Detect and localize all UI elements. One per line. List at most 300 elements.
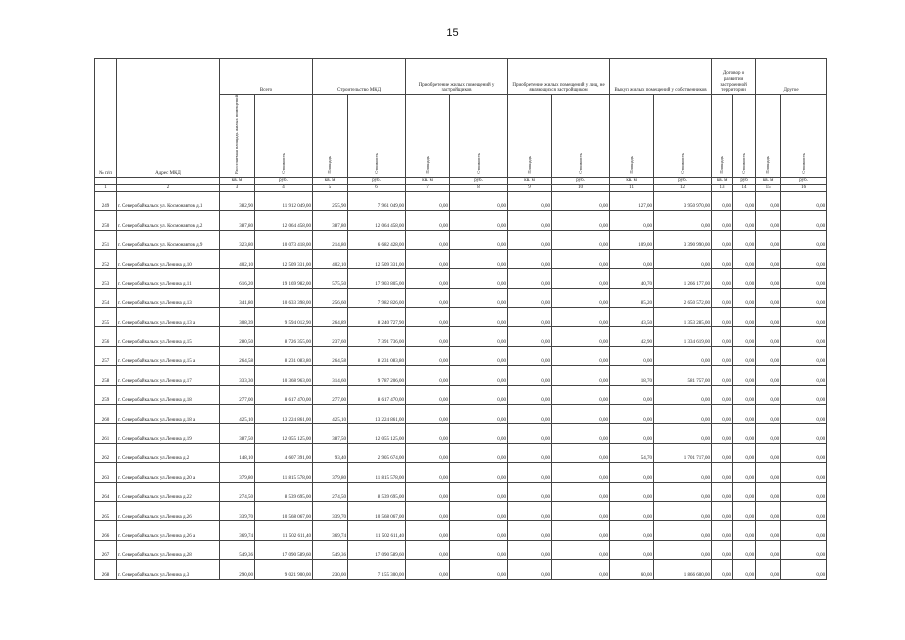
total-cost-cell: 8 726 355,00 (255, 327, 313, 346)
nondev-cost-cell: 0,00 (552, 443, 610, 462)
total-cost-cell: 11 815 578,00 (255, 463, 313, 482)
row-number: 252 (95, 249, 117, 268)
unit-cell: руб. (781, 177, 827, 184)
territory-area-cell: 0,00 (712, 288, 733, 307)
construction-area-cell: 230,00 (313, 560, 348, 579)
dev-area-cell: 0,00 (406, 327, 450, 346)
nondev-cost-cell: 0,00 (552, 327, 610, 346)
dev-cost-cell: 0,00 (450, 230, 508, 249)
header-address: Адрес МКД (117, 59, 220, 178)
construction-cost-cell: 8 539 695,00 (348, 482, 406, 501)
subheader-total-cost: Стоимость (255, 95, 313, 178)
total-area-cell: 277,00 (220, 385, 255, 404)
row-number: 259 (95, 385, 117, 404)
table-row (95, 560, 827, 579)
total-area-cell: 308,39 (220, 308, 255, 327)
construction-area-cell: 237,60 (313, 327, 348, 346)
address-cell: г. Северобайкальск ул. Космонавтов д.1 (117, 191, 220, 210)
territory-cost-cell: 0,00 (733, 327, 756, 346)
buyout-area-cell: 18,70 (610, 366, 654, 385)
dev-cost-cell: 0,00 (450, 501, 508, 520)
dev-area-cell: 0,00 (406, 269, 450, 288)
dev-cost-cell: 0,00 (450, 346, 508, 365)
buyout-area-cell: 127,00 (610, 191, 654, 210)
nondev-area-cell: 0,00 (508, 424, 552, 443)
other-cost-cell: 0,00 (781, 385, 827, 404)
column-number: 8 (450, 184, 508, 191)
dev-area-cell: 0,00 (406, 443, 450, 462)
dev-cost-cell: 0,00 (450, 540, 508, 559)
table-row (95, 521, 827, 540)
construction-cost-cell: 9 787 206,00 (348, 366, 406, 385)
buyout-cost-cell: 3 950 970,00 (654, 191, 712, 210)
subheader-nondev-cost: Стоимость (552, 95, 610, 178)
construction-area-cell: 255,90 (313, 191, 348, 210)
unit-cell: руб. (552, 177, 610, 184)
header-acquire-developers: Приобретение жилых помещений у застройщиков (406, 59, 508, 95)
subheader-nondev-area: Площадь (508, 95, 552, 178)
nondev-cost-cell: 0,00 (552, 521, 610, 540)
buyout-area-cell: 109,00 (610, 230, 654, 249)
total-cost-cell: 8 617 470,00 (255, 385, 313, 404)
territory-cost-cell: 0,00 (733, 346, 756, 365)
territory-area-cell: 0,00 (712, 249, 733, 268)
dev-cost-cell: 0,00 (450, 405, 508, 424)
nondev-cost-cell: 0,00 (552, 385, 610, 404)
construction-area-cell: 264,89 (313, 308, 348, 327)
other-cost-cell: 0,00 (781, 424, 827, 443)
dev-area-cell: 0,00 (406, 366, 450, 385)
subheader-dev-area: Площадь (406, 95, 450, 178)
row-number: 262 (95, 443, 117, 462)
dev-cost-cell: 0,00 (450, 482, 508, 501)
total-area-cell: 290,00 (220, 560, 255, 579)
column-number: 1 (95, 184, 117, 191)
dev-cost-cell: 0,00 (450, 269, 508, 288)
buyout-cost-cell: 1 334 619,00 (654, 327, 712, 346)
construction-cost-cell: 10 568 067,00 (348, 501, 406, 520)
buyout-cost-cell: 0,00 (654, 211, 712, 230)
nondev-cost-cell: 0,00 (552, 191, 610, 210)
territory-area-cell: 0,00 (712, 366, 733, 385)
unit-cell: руб. (255, 177, 313, 184)
total-area-cell: 148,10 (220, 443, 255, 462)
page-number: 15 (446, 27, 459, 39)
total-area-cell: 369,74 (220, 521, 255, 540)
other-cost-cell: 0,00 (781, 560, 827, 579)
row-number: 251 (95, 230, 117, 249)
territory-cost-cell: 0,00 (733, 405, 756, 424)
nondev-cost-cell: 0,00 (552, 463, 610, 482)
row-number: 268 (95, 560, 117, 579)
address-cell: г. Северобайкальск ул. Космонавтов д.2 (117, 211, 220, 230)
territory-cost-cell: 0,00 (733, 540, 756, 559)
other-area-cell: 0,00 (756, 366, 781, 385)
address-cell: г. Северобайкальск ул.Ленина д.20 а (117, 463, 220, 482)
buyout-area-cell: 0,00 (610, 249, 654, 268)
total-area-cell: 339,70 (220, 501, 255, 520)
total-cost-cell: 17 090 589,60 (255, 540, 313, 559)
table-row (95, 191, 827, 210)
row-number: 258 (95, 366, 117, 385)
nondev-cost-cell: 0,00 (552, 560, 610, 579)
buyout-area-cell: 0,00 (610, 424, 654, 443)
buyout-area-cell: 0,00 (610, 405, 654, 424)
buyout-cost-cell: 1 701 717,00 (654, 443, 712, 462)
address-cell: г. Северобайкальск ул. Космонавтов д.9 (117, 230, 220, 249)
buyout-area-cell: 60,00 (610, 560, 654, 579)
total-area-cell: 402,10 (220, 249, 255, 268)
total-cost-cell: 13 224 861,00 (255, 405, 313, 424)
other-area-cell: 0,00 (756, 560, 781, 579)
construction-cost-cell: 8 231 083,80 (348, 346, 406, 365)
nondev-cost-cell: 0,00 (552, 308, 610, 327)
header-territory: Договор о развитии застроенной территории (712, 59, 756, 95)
table-row (95, 443, 827, 462)
territory-area-cell: 0,00 (712, 424, 733, 443)
address-cell: г. Северобайкальск ул.Ленина д.11 (117, 269, 220, 288)
other-cost-cell: 0,00 (781, 501, 827, 520)
territory-area-cell: 0,00 (712, 327, 733, 346)
other-cost-cell: 0,00 (781, 405, 827, 424)
table-row (95, 366, 827, 385)
territory-cost-cell: 0,00 (733, 288, 756, 307)
nondev-area-cell: 0,00 (508, 482, 552, 501)
dev-area-cell: 0,00 (406, 482, 450, 501)
dev-area-cell: 0,00 (406, 211, 450, 230)
buyout-cost-cell: 1 866 600,00 (654, 560, 712, 579)
buyout-cost-cell: 1 353 285,00 (654, 308, 712, 327)
territory-area-cell: 0,00 (712, 269, 733, 288)
territory-area-cell: 0,00 (712, 560, 733, 579)
buyout-area-cell: 0,00 (610, 346, 654, 365)
address-cell: г. Северобайкальск ул.Ленина д.19 (117, 424, 220, 443)
construction-area-cell: 93,40 (313, 443, 348, 462)
address-cell: г. Северобайкальск ул.Ленина д.13 а (117, 308, 220, 327)
other-cost-cell: 0,00 (781, 308, 827, 327)
address-cell: г. Северобайкальск ул.Ленина д.18 (117, 385, 220, 404)
nondev-cost-cell: 0,00 (552, 482, 610, 501)
other-cost-cell: 0,00 (781, 482, 827, 501)
row-number: 264 (95, 482, 117, 501)
territory-cost-cell: 0,00 (733, 366, 756, 385)
row-number: 266 (95, 521, 117, 540)
construction-cost-cell: 12 055 125,00 (348, 424, 406, 443)
construction-area-cell: 425,10 (313, 405, 348, 424)
other-area-cell: 0,00 (756, 521, 781, 540)
buyout-cost-cell: 581 757,00 (654, 366, 712, 385)
buyout-cost-cell: 0,00 (654, 482, 712, 501)
nondev-area-cell: 0,00 (508, 288, 552, 307)
table-row (95, 308, 827, 327)
territory-area-cell: 0,00 (712, 521, 733, 540)
buyout-cost-cell: 0,00 (654, 540, 712, 559)
buyout-area-cell: 54,70 (610, 443, 654, 462)
row-number: 267 (95, 540, 117, 559)
total-area-cell: 425,10 (220, 405, 255, 424)
column-number: 10 (552, 184, 610, 191)
dev-area-cell: 0,00 (406, 346, 450, 365)
total-cost-cell: 10 073 418,00 (255, 230, 313, 249)
construction-area-cell: 379,80 (313, 463, 348, 482)
total-area-cell: 549,36 (220, 540, 255, 559)
territory-cost-cell: 0,00 (733, 230, 756, 249)
construction-area-cell: 314,60 (313, 366, 348, 385)
dev-cost-cell: 0,00 (450, 385, 508, 404)
table-row (95, 463, 827, 482)
construction-cost-cell: 7 391 736,00 (348, 327, 406, 346)
nondev-area-cell: 0,00 (508, 366, 552, 385)
territory-cost-cell: 0,00 (733, 191, 756, 210)
buyout-cost-cell: 0,00 (654, 463, 712, 482)
buyout-area-cell: 0,00 (610, 385, 654, 404)
subheader-dev-cost: Стоимость (450, 95, 508, 178)
construction-area-cell: 256,60 (313, 288, 348, 307)
column-number: 5 (313, 184, 348, 191)
dev-area-cell: 0,00 (406, 560, 450, 579)
territory-cost-cell: 0,00 (733, 385, 756, 404)
other-area-cell: 0,00 (756, 269, 781, 288)
dev-area-cell: 0,00 (406, 521, 450, 540)
total-cost-cell: 8 231 083,80 (255, 346, 313, 365)
nondev-cost-cell: 0,00 (552, 269, 610, 288)
nondev-cost-cell: 0,00 (552, 211, 610, 230)
table-row (95, 540, 827, 559)
dev-area-cell: 0,00 (406, 249, 450, 268)
table-row (95, 346, 827, 365)
construction-area-cell: 387,50 (313, 424, 348, 443)
buyout-area-cell: 0,00 (610, 501, 654, 520)
other-area-cell: 0,00 (756, 405, 781, 424)
other-cost-cell: 0,00 (781, 366, 827, 385)
table-row (95, 230, 827, 249)
total-area-cell: 323,80 (220, 230, 255, 249)
dev-cost-cell: 0,00 (450, 443, 508, 462)
territory-cost-cell: 0,00 (733, 560, 756, 579)
dev-cost-cell: 0,00 (450, 211, 508, 230)
construction-cost-cell: 13 224 861,00 (348, 405, 406, 424)
dev-area-cell: 0,00 (406, 405, 450, 424)
buyout-area-cell: 0,00 (610, 482, 654, 501)
other-cost-cell: 0,00 (781, 211, 827, 230)
other-cost-cell: 0,00 (781, 327, 827, 346)
construction-cost-cell: 7 155 300,00 (348, 560, 406, 579)
other-area-cell: 0,00 (756, 211, 781, 230)
nondev-cost-cell: 0,00 (552, 346, 610, 365)
total-cost-cell: 10 368 963,00 (255, 366, 313, 385)
buyout-cost-cell: 0,00 (654, 249, 712, 268)
address-cell: г. Северобайкальск ул.Ленина д.2 (117, 443, 220, 462)
row-number: 260 (95, 405, 117, 424)
dev-cost-cell: 0,00 (450, 560, 508, 579)
unit-cell: руб (733, 177, 756, 184)
total-cost-cell: 9 021 900,00 (255, 560, 313, 579)
column-number: 11 (610, 184, 654, 191)
total-area-cell: 280,50 (220, 327, 255, 346)
table-row (95, 249, 827, 268)
total-cost-cell: 12 509 331,00 (255, 249, 313, 268)
row-number: 265 (95, 501, 117, 520)
total-cost-cell: 4 607 391,00 (255, 443, 313, 462)
territory-cost-cell: 0,00 (733, 269, 756, 288)
table-row (95, 405, 827, 424)
territory-area-cell: 0,00 (712, 443, 733, 462)
construction-cost-cell: 7 961 049,00 (348, 191, 406, 210)
unit-cell: кв. м (313, 177, 348, 184)
address-cell: г. Северобайкальск ул.Ленина д.13 (117, 288, 220, 307)
dev-area-cell: 0,00 (406, 308, 450, 327)
territory-area-cell: 0,00 (712, 308, 733, 327)
units-empty (117, 177, 220, 184)
subheader-other-cost: Стоимость (781, 95, 827, 178)
construction-cost-cell: 17 903 805,00 (348, 269, 406, 288)
buyout-area-cell: 40,70 (610, 269, 654, 288)
row-number: 263 (95, 463, 117, 482)
other-cost-cell: 0,00 (781, 269, 827, 288)
construction-area-cell: 339,70 (313, 501, 348, 520)
dev-area-cell: 0,00 (406, 230, 450, 249)
territory-cost-cell: 0,00 (733, 501, 756, 520)
column-number: 15 (756, 184, 781, 191)
territory-area-cell: 0,00 (712, 385, 733, 404)
territory-area-cell: 0,00 (712, 346, 733, 365)
construction-cost-cell: 8 617 470,00 (348, 385, 406, 404)
territory-cost-cell: 0,00 (733, 521, 756, 540)
buyout-area-cell: 0,00 (610, 521, 654, 540)
dev-cost-cell: 0,00 (450, 191, 508, 210)
construction-area-cell: 214,80 (313, 230, 348, 249)
nondev-cost-cell: 0,00 (552, 540, 610, 559)
nondev-area-cell: 0,00 (508, 463, 552, 482)
nondev-cost-cell: 0,00 (552, 230, 610, 249)
other-cost-cell: 0,00 (781, 443, 827, 462)
subheader-buyout-cost: Стоимость (654, 95, 712, 178)
total-area-cell: 274,50 (220, 482, 255, 501)
dev-area-cell: 0,00 (406, 191, 450, 210)
territory-area-cell: 0,00 (712, 211, 733, 230)
row-number: 250 (95, 211, 117, 230)
nondev-cost-cell: 0,00 (552, 405, 610, 424)
row-number: 256 (95, 327, 117, 346)
territory-cost-cell: 0,00 (733, 424, 756, 443)
total-area-cell: 616,20 (220, 269, 255, 288)
total-area-cell: 333,30 (220, 366, 255, 385)
other-cost-cell: 0,00 (781, 191, 827, 210)
other-area-cell: 0,00 (756, 385, 781, 404)
units-empty (95, 177, 117, 184)
buyout-area-cell: 85,20 (610, 288, 654, 307)
construction-cost-cell: 6 682 428,00 (348, 230, 406, 249)
buyout-cost-cell: 0,00 (654, 405, 712, 424)
nondev-area-cell: 0,00 (508, 385, 552, 404)
other-area-cell: 0,00 (756, 501, 781, 520)
table-row (95, 482, 827, 501)
other-area-cell: 0,00 (756, 482, 781, 501)
other-cost-cell: 0,00 (781, 540, 827, 559)
column-number: 7 (406, 184, 450, 191)
territory-cost-cell: 0,00 (733, 443, 756, 462)
dev-area-cell: 0,00 (406, 288, 450, 307)
resettlement-table (94, 58, 827, 580)
subheader-construction-area: Площадь (313, 95, 348, 178)
dev-area-cell: 0,00 (406, 540, 450, 559)
unit-cell: кв. м (756, 177, 781, 184)
other-area-cell: 0,00 (756, 327, 781, 346)
nondev-area-cell: 0,00 (508, 560, 552, 579)
dev-cost-cell: 0,00 (450, 521, 508, 540)
table-row (95, 327, 827, 346)
territory-cost-cell: 0,00 (733, 463, 756, 482)
nondev-cost-cell: 0,00 (552, 249, 610, 268)
unit-cell: руб. (654, 177, 712, 184)
territory-cost-cell: 0,00 (733, 482, 756, 501)
other-area-cell: 0,00 (756, 463, 781, 482)
table-row (95, 211, 827, 230)
total-area-cell: 387,80 (220, 211, 255, 230)
row-number: 254 (95, 288, 117, 307)
address-cell: г. Северобайкальск ул.Ленина д.22 (117, 482, 220, 501)
nondev-cost-cell: 0,00 (552, 288, 610, 307)
column-number: 13 (712, 184, 733, 191)
territory-area-cell: 0,00 (712, 463, 733, 482)
subheader-construction-cost: Стоимость (348, 95, 406, 178)
construction-cost-cell: 17 090 589,60 (348, 540, 406, 559)
buyout-area-cell: 0,00 (610, 463, 654, 482)
total-area-cell: 341,80 (220, 288, 255, 307)
territory-area-cell: 0,00 (712, 191, 733, 210)
header-construction: Строительство МКД (313, 59, 406, 95)
address-cell: г. Северобайкальск ул.Ленина д.18 а (117, 405, 220, 424)
subheader-other-area: Площадь (756, 95, 781, 178)
construction-cost-cell: 12 064 458,00 (348, 211, 406, 230)
column-number: 4 (255, 184, 313, 191)
territory-area-cell: 0,00 (712, 482, 733, 501)
other-area-cell: 0,00 (756, 288, 781, 307)
nondev-area-cell: 0,00 (508, 405, 552, 424)
total-area-cell: 264,58 (220, 346, 255, 365)
other-cost-cell: 0,00 (781, 463, 827, 482)
total-cost-cell: 12 064 458,00 (255, 211, 313, 230)
dev-cost-cell: 0,00 (450, 308, 508, 327)
header-acquire-non-developers: Приобретение жилых помещений у лиц, не являющихся застройщиком (508, 59, 610, 95)
row-number: 249 (95, 191, 117, 210)
nondev-area-cell: 0,00 (508, 230, 552, 249)
dev-area-cell: 0,00 (406, 501, 450, 520)
construction-area-cell: 387,80 (313, 211, 348, 230)
address-cell: г. Северобайкальск ул.Ленина д.15 а (117, 346, 220, 365)
nondev-area-cell: 0,00 (508, 540, 552, 559)
construction-cost-cell: 11 502 611,40 (348, 521, 406, 540)
construction-area-cell: 277,00 (313, 385, 348, 404)
construction-cost-cell: 7 982 826,00 (348, 288, 406, 307)
construction-cost-cell: 11 815 578,00 (348, 463, 406, 482)
dev-cost-cell: 0,00 (450, 327, 508, 346)
nondev-area-cell: 0,00 (508, 249, 552, 268)
unit-cell: руб. (348, 177, 406, 184)
other-cost-cell: 0,00 (781, 521, 827, 540)
dev-area-cell: 0,00 (406, 463, 450, 482)
address-cell: г. Северобайкальск ул.Ленина д.3 (117, 560, 220, 579)
buyout-area-cell: 0,00 (610, 211, 654, 230)
buyout-cost-cell: 0,00 (654, 346, 712, 365)
territory-area-cell: 0,00 (712, 501, 733, 520)
other-area-cell: 0,00 (756, 230, 781, 249)
other-cost-cell: 0,00 (781, 288, 827, 307)
other-area-cell: 0,00 (756, 443, 781, 462)
construction-area-cell: 274,50 (313, 482, 348, 501)
table-row (95, 501, 827, 520)
construction-cost-cell: 12 509 331,00 (348, 249, 406, 268)
